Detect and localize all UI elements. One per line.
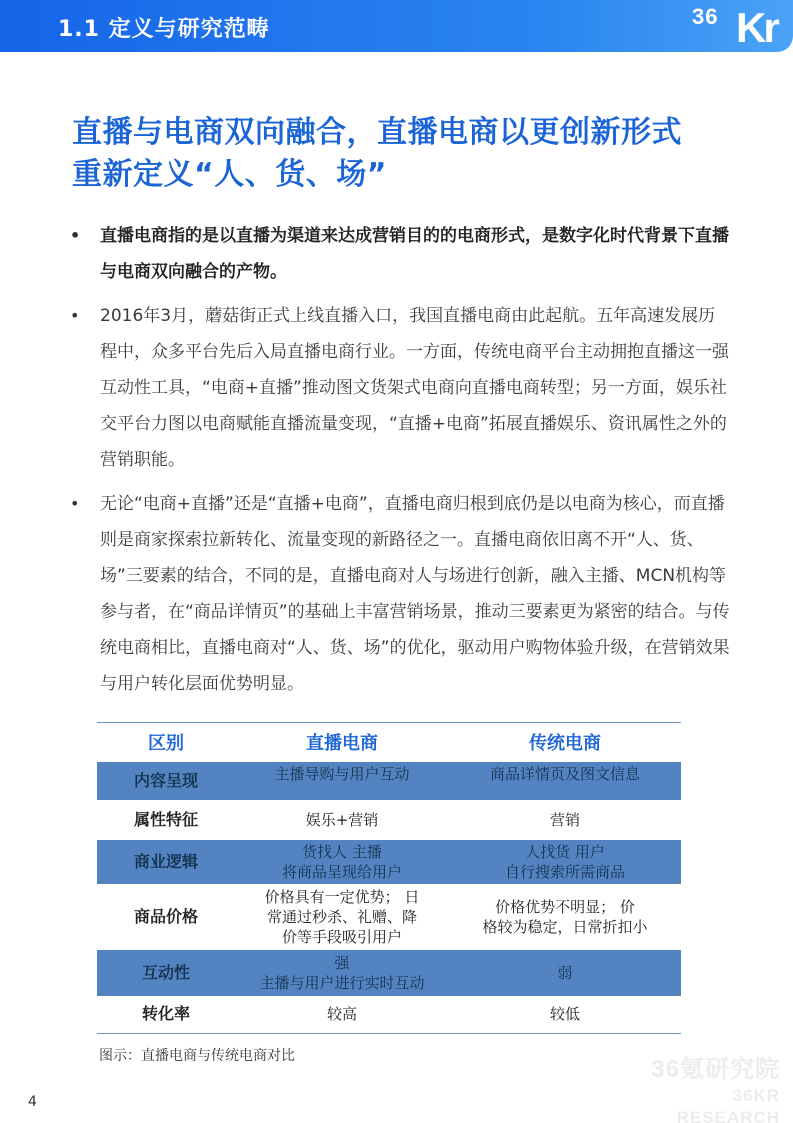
live-commerce-cell bbox=[235, 884, 449, 950]
cell-line: 弱 bbox=[557, 963, 573, 982]
bullet-text: 2016年3月，蘑菇街正式上线直播入口，我国直播电商由此起航。五年高速发展历程中，众多平台先后入局直播电商行业。一方面，传统电商平台主动拥抱直播这一强互动性工具，“电商+直播”推动图文货架式电商向直播电商转型；另一方面，娱乐社交平台力图以电商赋能直播流量变现，“直播+电商”拓展直播娱乐、资讯属性之外的营销职能。 bbox=[100, 306, 729, 470]
headline-line-1: 直播与电商双向融合，直播电商以更创新形式 bbox=[72, 115, 682, 150]
table-row bbox=[97, 762, 681, 800]
table-row bbox=[97, 996, 681, 1034]
cell-line: 营销 bbox=[549, 810, 580, 829]
cell-line: 商品详情页及图文信息 bbox=[489, 764, 640, 783]
table-row bbox=[97, 950, 681, 996]
row-label: 转化率 bbox=[97, 996, 235, 1034]
cell-line: 娱乐+营销 bbox=[305, 810, 379, 829]
bullet-dot-icon: • bbox=[70, 226, 81, 245]
watermark-line-2: 36KR RESEARCH bbox=[676, 1086, 780, 1123]
cell-line: 将商品呈现给用户 bbox=[281, 862, 402, 881]
live-commerce-cell bbox=[235, 950, 449, 996]
bullet-item bbox=[70, 486, 730, 702]
cell-line: 自行搜索所需商品 bbox=[504, 862, 625, 881]
comparison-table bbox=[97, 722, 681, 1034]
bullet-list bbox=[70, 218, 730, 710]
table-header-row bbox=[97, 723, 681, 762]
section-title: 1.1 定义与研究范畴 bbox=[58, 17, 270, 42]
live-commerce-cell bbox=[235, 762, 449, 800]
table-row bbox=[97, 840, 681, 884]
cell-line: 常通过秒杀、礼赠、降 bbox=[266, 907, 417, 926]
cell-line: 价格优势不明显； 价 bbox=[495, 897, 635, 916]
row-label: 互动性 bbox=[97, 950, 235, 996]
traditional-commerce-cell bbox=[449, 996, 681, 1034]
bullet-dot-icon: • bbox=[70, 306, 80, 325]
traditional-commerce-cell bbox=[449, 800, 681, 840]
cell-line: 主播与用户进行实时互动 bbox=[259, 973, 425, 992]
bullet-item bbox=[70, 298, 730, 478]
cell-line: 价等手段吸引用户 bbox=[281, 927, 402, 946]
brand-logo-letters: Kr bbox=[736, 4, 777, 51]
live-commerce-cell bbox=[235, 800, 449, 840]
live-commerce-cell bbox=[235, 996, 449, 1034]
figure-caption: 图示：直播电商与传统电商对比 bbox=[99, 1048, 295, 1064]
table-header-cell: 区别 bbox=[97, 723, 235, 762]
table-row bbox=[97, 800, 681, 840]
cell-line: 人找货 用户 bbox=[525, 842, 605, 861]
brand-logo bbox=[692, 2, 793, 52]
page-number: 4 bbox=[28, 1094, 37, 1110]
traditional-commerce-cell bbox=[449, 840, 681, 884]
headline-line-2: 重新定义“人、货、场” bbox=[72, 157, 387, 192]
table-row bbox=[97, 884, 681, 950]
watermark bbox=[630, 1055, 780, 1123]
table-header-cell: 传统电商 bbox=[449, 723, 681, 762]
bullet-item bbox=[70, 218, 730, 290]
cell-line: 格较为稳定，日常折扣小 bbox=[482, 917, 648, 936]
cell-line: 主播导购与用户互动 bbox=[274, 764, 410, 783]
page-headline bbox=[72, 112, 752, 196]
table-header-cell: 直播电商 bbox=[235, 723, 449, 762]
bullet-text: 无论“电商+直播”还是“直播+电商”，直播电商归根到底仍是以电商为核心，而直播则是商家探索拉新转化、流量变现的新路径之一。直播电商依旧离不开“人、货、场”三要素的结合，不同的是，直播电商对人与场进行创新，融入主播、MCN机构等参与者，在“商品详情页”的基础上丰富营销场景，推动三要素更为紧密的结合。与传统电商相比，直播电商对“人、货、场”的优化，驱动用户购物体验升级，在营销效果与用户转化层面优势明显。 bbox=[100, 494, 730, 694]
row-label: 商业逻辑 bbox=[97, 840, 235, 884]
brand-logo-digits: 36 bbox=[692, 4, 719, 29]
bullet-dot-icon: • bbox=[70, 494, 80, 513]
bullet-text: 直播电商指的是以直播为渠道来达成营销目的的电商形式，是数字化时代背景下直播与电商双向融合的产物。 bbox=[100, 226, 729, 282]
live-commerce-cell bbox=[235, 840, 449, 884]
traditional-commerce-cell bbox=[449, 950, 681, 996]
cell-line: 强 bbox=[334, 953, 350, 972]
traditional-commerce-cell bbox=[449, 884, 681, 950]
traditional-commerce-cell bbox=[449, 762, 681, 800]
cell-line: 价格具有一定优势； 日 bbox=[264, 887, 420, 906]
watermark-line-1: 36氪研究院 bbox=[651, 1056, 780, 1083]
row-label: 内容呈现 bbox=[97, 762, 235, 800]
cell-line: 较低 bbox=[549, 1005, 580, 1024]
row-label: 商品价格 bbox=[133, 906, 198, 926]
row-label: 属性特征 bbox=[133, 809, 198, 829]
cell-line: 货找人 主播 bbox=[302, 842, 382, 861]
header-bar bbox=[0, 0, 793, 52]
cell-line: 较高 bbox=[326, 1005, 357, 1024]
